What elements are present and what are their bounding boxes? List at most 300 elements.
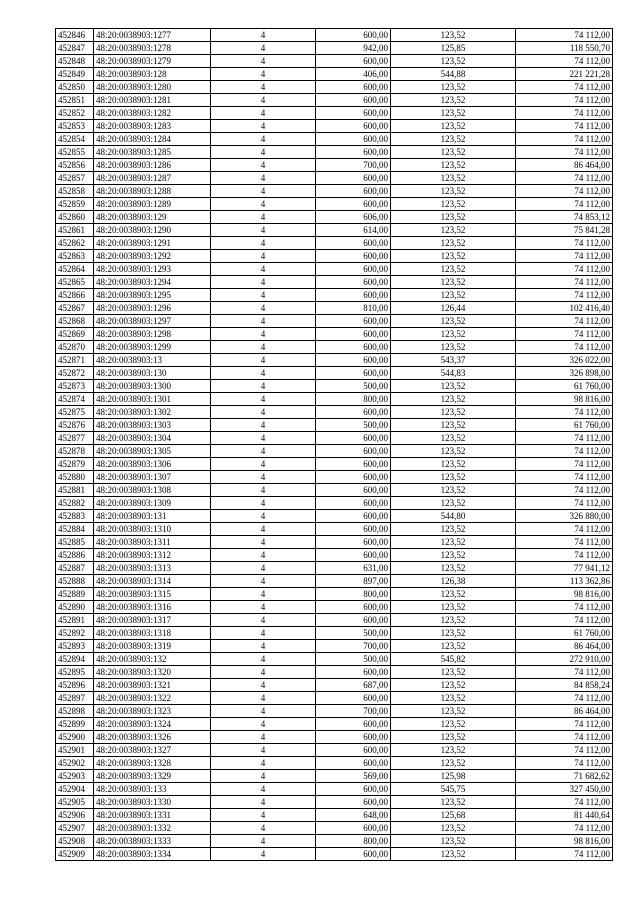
row-number-cell: 452905 <box>56 796 94 809</box>
category-cell: 4 <box>211 289 316 302</box>
cadastral-number-cell: 48:20:0038903:1323 <box>94 705 211 718</box>
category-cell: 4 <box>211 640 316 653</box>
category-cell: 4 <box>211 159 316 172</box>
table-row <box>56 549 613 562</box>
value-cell: 74 112,00 <box>516 133 613 146</box>
area-cell: 600,00 <box>316 796 391 809</box>
cadastral-number-cell: 48:20:0038903:131 <box>94 510 211 523</box>
table-row <box>56 55 613 68</box>
value-cell: 118 550,70 <box>516 42 613 55</box>
rate-cell: 123,52 <box>391 445 516 458</box>
table-row <box>56 276 613 289</box>
row-number-cell: 452909 <box>56 848 94 861</box>
cadastral-number-cell: 48:20:0038903:13 <box>94 354 211 367</box>
cadastral-number-cell: 48:20:0038903:1308 <box>94 484 211 497</box>
row-number-cell: 452864 <box>56 263 94 276</box>
table-row <box>56 406 613 419</box>
area-cell: 600,00 <box>316 432 391 445</box>
cadastral-number-cell: 48:20:0038903:1281 <box>94 94 211 107</box>
area-cell: 600,00 <box>316 289 391 302</box>
rate-cell: 544,80 <box>391 510 516 523</box>
row-number-cell: 452869 <box>56 328 94 341</box>
rate-cell: 123,52 <box>391 159 516 172</box>
rate-cell: 123,52 <box>391 289 516 302</box>
category-cell: 4 <box>211 315 316 328</box>
row-number-cell: 452874 <box>56 393 94 406</box>
table-row <box>56 328 613 341</box>
row-number-cell: 452862 <box>56 237 94 250</box>
value-cell: 74 112,00 <box>516 432 613 445</box>
table-row <box>56 107 613 120</box>
cadastral-number-cell: 48:20:0038903:1304 <box>94 432 211 445</box>
cadastral-number-cell: 48:20:0038903:1300 <box>94 380 211 393</box>
value-cell: 74 112,00 <box>516 172 613 185</box>
table-row <box>56 211 613 224</box>
area-cell: 600,00 <box>316 172 391 185</box>
cadastral-number-cell: 48:20:0038903:1313 <box>94 562 211 575</box>
cadastral-number-cell: 48:20:0038903:1278 <box>94 42 211 55</box>
cadastral-number-cell: 48:20:0038903:1297 <box>94 315 211 328</box>
rate-cell: 544,83 <box>391 367 516 380</box>
table-row <box>56 263 613 276</box>
category-cell: 4 <box>211 835 316 848</box>
cadastral-number-cell: 48:20:0038903:1277 <box>94 29 211 42</box>
row-number-cell: 452898 <box>56 705 94 718</box>
cadastral-number-cell: 48:20:0038903:1288 <box>94 185 211 198</box>
rate-cell: 123,52 <box>391 484 516 497</box>
area-cell: 800,00 <box>316 393 391 406</box>
table-row <box>56 692 613 705</box>
row-number-cell: 452908 <box>56 835 94 848</box>
area-cell: 600,00 <box>316 692 391 705</box>
row-number-cell: 452883 <box>56 510 94 523</box>
value-cell: 74 112,00 <box>516 549 613 562</box>
rate-cell: 123,52 <box>391 523 516 536</box>
area-cell: 600,00 <box>316 406 391 419</box>
row-number-cell: 452859 <box>56 198 94 211</box>
rate-cell: 545,75 <box>391 783 516 796</box>
area-cell: 648,00 <box>316 809 391 822</box>
value-cell: 74 112,00 <box>516 81 613 94</box>
row-number-cell: 452906 <box>56 809 94 822</box>
table-row <box>56 198 613 211</box>
value-cell: 74 112,00 <box>516 107 613 120</box>
cadastral-number-cell: 48:20:0038903:1307 <box>94 471 211 484</box>
category-cell: 4 <box>211 692 316 705</box>
table-row <box>56 497 613 510</box>
table-row <box>56 354 613 367</box>
value-cell: 74 112,00 <box>516 484 613 497</box>
table-row <box>56 419 613 432</box>
cadastral-number-cell: 48:20:0038903:1322 <box>94 692 211 705</box>
row-number-cell: 452876 <box>56 419 94 432</box>
area-cell: 687,00 <box>316 679 391 692</box>
category-cell: 4 <box>211 146 316 159</box>
cadastral-number-cell: 48:20:0038903:1329 <box>94 770 211 783</box>
rate-cell: 123,52 <box>391 679 516 692</box>
row-number-cell: 452888 <box>56 575 94 588</box>
value-cell: 74 112,00 <box>516 731 613 744</box>
value-cell: 74 112,00 <box>516 744 613 757</box>
rate-cell: 123,52 <box>391 718 516 731</box>
area-cell: 569,00 <box>316 770 391 783</box>
value-cell: 98 816,00 <box>516 393 613 406</box>
cadastral-number-cell: 48:20:0038903:1286 <box>94 159 211 172</box>
value-cell: 74 112,00 <box>516 406 613 419</box>
table-row <box>56 237 613 250</box>
category-cell: 4 <box>211 536 316 549</box>
category-cell: 4 <box>211 380 316 393</box>
value-cell: 74 112,00 <box>516 198 613 211</box>
value-cell: 86 464,00 <box>516 640 613 653</box>
cadastral-number-cell: 48:20:0038903:1334 <box>94 848 211 861</box>
value-cell: 74 112,00 <box>516 601 613 614</box>
row-number-cell: 452871 <box>56 354 94 367</box>
table-row <box>56 471 613 484</box>
area-cell: 600,00 <box>316 263 391 276</box>
row-number-cell: 452896 <box>56 679 94 692</box>
row-number-cell: 452872 <box>56 367 94 380</box>
area-cell: 500,00 <box>316 419 391 432</box>
rate-cell: 123,52 <box>391 393 516 406</box>
table-row <box>56 822 613 835</box>
table-row <box>56 81 613 94</box>
cadastral-number-cell: 48:20:0038903:1321 <box>94 679 211 692</box>
cadastral-number-cell: 48:20:0038903:1309 <box>94 497 211 510</box>
cadastral-number-cell: 48:20:0038903:1330 <box>94 796 211 809</box>
rate-cell: 123,52 <box>391 380 516 393</box>
category-cell: 4 <box>211 328 316 341</box>
area-cell: 500,00 <box>316 653 391 666</box>
rate-cell: 123,52 <box>391 341 516 354</box>
table-row <box>56 432 613 445</box>
category-cell: 4 <box>211 29 316 42</box>
area-cell: 600,00 <box>316 523 391 536</box>
cadastral-number-cell: 48:20:0038903:128 <box>94 68 211 81</box>
category-cell: 4 <box>211 562 316 575</box>
cadastral-number-cell: 48:20:0038903:1319 <box>94 640 211 653</box>
table-row <box>56 783 613 796</box>
value-cell: 74 112,00 <box>516 536 613 549</box>
value-cell: 74 112,00 <box>516 315 613 328</box>
rate-cell: 123,52 <box>391 107 516 120</box>
category-cell: 4 <box>211 497 316 510</box>
rate-cell: 123,52 <box>391 133 516 146</box>
cadastral-number-cell: 48:20:0038903:1314 <box>94 575 211 588</box>
rate-cell: 543,37 <box>391 354 516 367</box>
table-row <box>56 380 613 393</box>
cadastral-number-cell: 48:20:0038903:1326 <box>94 731 211 744</box>
row-number-cell: 452866 <box>56 289 94 302</box>
area-cell: 600,00 <box>316 458 391 471</box>
row-number-cell: 452870 <box>56 341 94 354</box>
value-cell: 326 880,00 <box>516 510 613 523</box>
value-cell: 74 112,00 <box>516 55 613 68</box>
cadastral-number-cell: 48:20:0038903:1327 <box>94 744 211 757</box>
cadastral-number-cell: 48:20:0038903:1312 <box>94 549 211 562</box>
category-cell: 4 <box>211 458 316 471</box>
area-cell: 600,00 <box>316 29 391 42</box>
value-cell: 61 760,00 <box>516 419 613 432</box>
row-number-cell: 452890 <box>56 601 94 614</box>
row-number-cell: 452856 <box>56 159 94 172</box>
cadastral-number-cell: 48:20:0038903:1333 <box>94 835 211 848</box>
cadastral-number-cell: 48:20:0038903:1302 <box>94 406 211 419</box>
category-cell: 4 <box>211 354 316 367</box>
value-cell: 74 112,00 <box>516 458 613 471</box>
table-row <box>56 666 613 679</box>
rate-cell: 123,52 <box>391 614 516 627</box>
table-row <box>56 393 613 406</box>
value-cell: 74 112,00 <box>516 263 613 276</box>
cadastral-number-cell: 48:20:0038903:130 <box>94 367 211 380</box>
value-cell: 74 112,00 <box>516 445 613 458</box>
value-cell: 74 112,00 <box>516 848 613 861</box>
table-row <box>56 289 613 302</box>
table-row <box>56 510 613 523</box>
area-cell: 600,00 <box>316 445 391 458</box>
category-cell: 4 <box>211 523 316 536</box>
cadastral-number-cell: 48:20:0038903:1294 <box>94 276 211 289</box>
row-number-cell: 452886 <box>56 549 94 562</box>
rate-cell: 125,85 <box>391 42 516 55</box>
value-cell: 71 682,62 <box>516 770 613 783</box>
value-cell: 74 112,00 <box>516 692 613 705</box>
table-row <box>56 575 613 588</box>
row-number-cell: 452907 <box>56 822 94 835</box>
area-cell: 600,00 <box>316 185 391 198</box>
table-row <box>56 562 613 575</box>
value-cell: 61 760,00 <box>516 380 613 393</box>
rate-cell: 123,52 <box>391 81 516 94</box>
value-cell: 74 112,00 <box>516 341 613 354</box>
category-cell: 4 <box>211 809 316 822</box>
table-row <box>56 250 613 263</box>
category-cell: 4 <box>211 406 316 419</box>
category-cell: 4 <box>211 666 316 679</box>
area-cell: 606,00 <box>316 211 391 224</box>
table-row <box>56 848 613 861</box>
value-cell: 86 464,00 <box>516 159 613 172</box>
category-cell: 4 <box>211 419 316 432</box>
area-cell: 600,00 <box>316 328 391 341</box>
row-number-cell: 452894 <box>56 653 94 666</box>
area-cell: 600,00 <box>316 471 391 484</box>
area-cell: 600,00 <box>316 94 391 107</box>
category-cell: 4 <box>211 393 316 406</box>
row-number-cell: 452882 <box>56 497 94 510</box>
area-cell: 600,00 <box>316 614 391 627</box>
cadastral-number-cell: 48:20:0038903:1324 <box>94 718 211 731</box>
cadastral-number-cell: 48:20:0038903:1298 <box>94 328 211 341</box>
category-cell: 4 <box>211 367 316 380</box>
value-cell: 102 416,40 <box>516 302 613 315</box>
area-cell: 600,00 <box>316 81 391 94</box>
value-cell: 326 898,00 <box>516 367 613 380</box>
area-cell: 600,00 <box>316 822 391 835</box>
row-number-cell: 452848 <box>56 55 94 68</box>
rate-cell: 123,52 <box>391 640 516 653</box>
rate-cell: 125,68 <box>391 809 516 822</box>
table-row <box>56 679 613 692</box>
value-cell: 74 112,00 <box>516 250 613 263</box>
area-cell: 600,00 <box>316 484 391 497</box>
row-number-cell: 452868 <box>56 315 94 328</box>
table-body <box>56 29 613 861</box>
rate-cell: 123,52 <box>391 120 516 133</box>
row-number-cell: 452904 <box>56 783 94 796</box>
area-cell: 700,00 <box>316 640 391 653</box>
rate-cell: 123,52 <box>391 627 516 640</box>
rate-cell: 123,52 <box>391 276 516 289</box>
rate-cell: 123,52 <box>391 237 516 250</box>
category-cell: 4 <box>211 172 316 185</box>
area-cell: 600,00 <box>316 549 391 562</box>
rate-cell: 123,52 <box>391 458 516 471</box>
category-cell: 4 <box>211 614 316 627</box>
category-cell: 4 <box>211 796 316 809</box>
area-cell: 600,00 <box>316 666 391 679</box>
table-row <box>56 705 613 718</box>
row-number-cell: 452875 <box>56 406 94 419</box>
value-cell: 74 112,00 <box>516 328 613 341</box>
cadastral-number-cell: 48:20:0038903:1282 <box>94 107 211 120</box>
rate-cell: 123,52 <box>391 263 516 276</box>
value-cell: 86 464,00 <box>516 705 613 718</box>
table-row <box>56 536 613 549</box>
table-row <box>56 744 613 757</box>
table-row <box>56 133 613 146</box>
area-cell: 600,00 <box>316 536 391 549</box>
row-number-cell: 452855 <box>56 146 94 159</box>
cadastral-number-cell: 48:20:0038903:1285 <box>94 146 211 159</box>
category-cell: 4 <box>211 601 316 614</box>
category-cell: 4 <box>211 471 316 484</box>
rate-cell: 123,52 <box>391 588 516 601</box>
cadastral-number-cell: 48:20:0038903:1295 <box>94 289 211 302</box>
row-number-cell: 452857 <box>56 172 94 185</box>
rate-cell: 123,52 <box>391 471 516 484</box>
cadastral-number-cell: 48:20:0038903:1287 <box>94 172 211 185</box>
row-number-cell: 452878 <box>56 445 94 458</box>
rate-cell: 123,52 <box>391 224 516 237</box>
rate-cell: 123,52 <box>391 328 516 341</box>
table-row <box>56 809 613 822</box>
rate-cell: 544,88 <box>391 68 516 81</box>
area-cell: 897,00 <box>316 575 391 588</box>
rate-cell: 125,98 <box>391 770 516 783</box>
category-cell: 4 <box>211 549 316 562</box>
value-cell: 98 816,00 <box>516 588 613 601</box>
rate-cell: 123,52 <box>391 55 516 68</box>
cadastral-number-cell: 48:20:0038903:1310 <box>94 523 211 536</box>
row-number-cell: 452881 <box>56 484 94 497</box>
row-number-cell: 452902 <box>56 757 94 770</box>
row-number-cell: 452887 <box>56 562 94 575</box>
table-row <box>56 796 613 809</box>
row-number-cell: 452897 <box>56 692 94 705</box>
table-row <box>56 614 613 627</box>
area-cell: 600,00 <box>316 55 391 68</box>
category-cell: 4 <box>211 484 316 497</box>
table-row <box>56 484 613 497</box>
row-number-cell: 452895 <box>56 666 94 679</box>
row-number-cell: 452900 <box>56 731 94 744</box>
value-cell: 113 362,86 <box>516 575 613 588</box>
category-cell: 4 <box>211 198 316 211</box>
cadastral-number-cell: 48:20:0038903:1332 <box>94 822 211 835</box>
category-cell: 4 <box>211 237 316 250</box>
area-cell: 810,00 <box>316 302 391 315</box>
cadastral-number-cell: 48:20:0038903:133 <box>94 783 211 796</box>
area-cell: 600,00 <box>316 367 391 380</box>
rate-cell: 123,52 <box>391 757 516 770</box>
cadastral-number-cell: 48:20:0038903:1293 <box>94 263 211 276</box>
rate-cell: 126,38 <box>391 575 516 588</box>
cadastral-number-cell: 48:20:0038903:1284 <box>94 133 211 146</box>
rate-cell: 123,52 <box>391 146 516 159</box>
row-number-cell: 452891 <box>56 614 94 627</box>
rate-cell: 123,52 <box>391 432 516 445</box>
value-cell: 74 112,00 <box>516 289 613 302</box>
category-cell: 4 <box>211 510 316 523</box>
area-cell: 600,00 <box>316 783 391 796</box>
cadastral-number-cell: 48:20:0038903:1311 <box>94 536 211 549</box>
category-cell: 4 <box>211 68 316 81</box>
area-cell: 600,00 <box>316 757 391 770</box>
row-number-cell: 452847 <box>56 42 94 55</box>
rate-cell: 123,52 <box>391 497 516 510</box>
area-cell: 700,00 <box>316 159 391 172</box>
value-cell: 74 112,00 <box>516 237 613 250</box>
area-cell: 631,00 <box>316 562 391 575</box>
area-cell: 600,00 <box>316 510 391 523</box>
table-row <box>56 835 613 848</box>
table-row <box>56 94 613 107</box>
row-number-cell: 452884 <box>56 523 94 536</box>
value-cell: 61 760,00 <box>516 627 613 640</box>
rate-cell: 123,52 <box>391 835 516 848</box>
row-number-cell: 452854 <box>56 133 94 146</box>
row-number-cell: 452901 <box>56 744 94 757</box>
cadastral-number-cell: 48:20:0038903:1299 <box>94 341 211 354</box>
row-number-cell: 452899 <box>56 718 94 731</box>
cadastral-number-cell: 48:20:0038903:1280 <box>94 81 211 94</box>
area-cell: 600,00 <box>316 848 391 861</box>
area-cell: 500,00 <box>316 627 391 640</box>
rate-cell: 126,44 <box>391 302 516 315</box>
table-row <box>56 29 613 42</box>
rate-cell: 123,52 <box>391 29 516 42</box>
row-number-cell: 452885 <box>56 536 94 549</box>
row-number-cell: 452860 <box>56 211 94 224</box>
table-row <box>56 224 613 237</box>
category-cell: 4 <box>211 718 316 731</box>
value-cell: 74 112,00 <box>516 276 613 289</box>
table-row <box>56 640 613 653</box>
row-number-cell: 452889 <box>56 588 94 601</box>
value-cell: 74 112,00 <box>516 614 613 627</box>
table-row <box>56 718 613 731</box>
area-cell: 600,00 <box>316 237 391 250</box>
category-cell: 4 <box>211 55 316 68</box>
table-row <box>56 445 613 458</box>
area-cell: 600,00 <box>316 341 391 354</box>
value-cell: 74 112,00 <box>516 822 613 835</box>
value-cell: 326 022,00 <box>516 354 613 367</box>
value-cell: 74 112,00 <box>516 523 613 536</box>
table-row <box>56 120 613 133</box>
